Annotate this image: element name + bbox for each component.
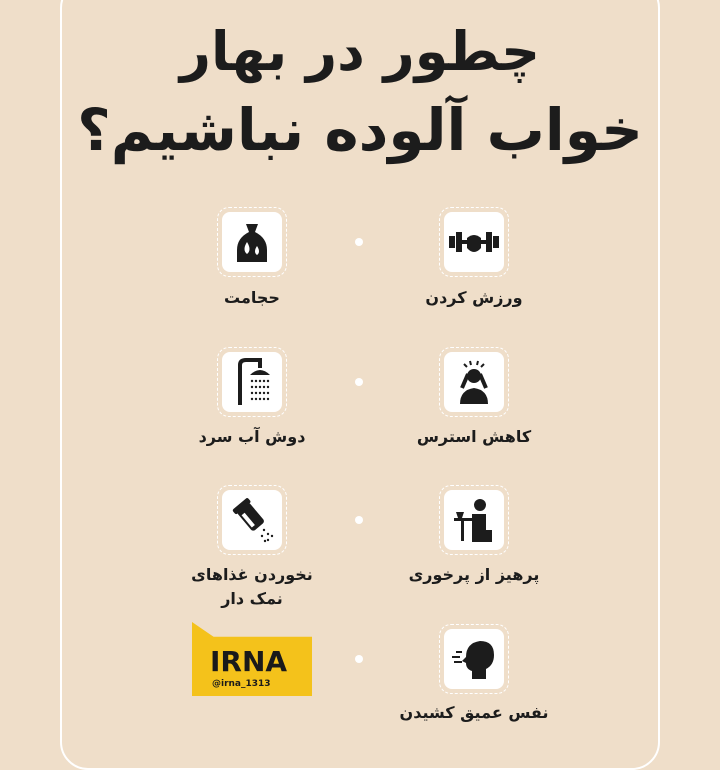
cupping-bag-icon (222, 212, 282, 272)
salt-shaker-icon (222, 490, 282, 550)
eating-person-icon (444, 490, 504, 550)
label-avoid-overeating: پرهیز از پرخوری (408, 565, 540, 584)
dumbbell-icon (444, 212, 504, 272)
shower-icon (222, 352, 282, 412)
label-avoid-salty-food: نخوردن غذاهای نمک دار (191, 565, 313, 608)
divider-dot (355, 238, 363, 246)
irna-logo-text: IRNA (210, 645, 288, 678)
label-cupping: حجامت (224, 288, 280, 307)
label-stress: کاهش استرس (416, 427, 532, 446)
breathing-head-icon (444, 629, 504, 689)
label-cold-shower: دوش آب سرد (198, 427, 306, 446)
title-line-1: چطور در بهار (179, 20, 541, 83)
label-exercise: ورزش کردن (425, 288, 523, 307)
divider-dot (355, 655, 363, 663)
label-deep-breathing: نفس عمیق کشیدن (399, 703, 549, 722)
irna-handle: @irna_1313 (212, 679, 271, 689)
divider-dot (355, 378, 363, 386)
title-line-2: خواب آلوده نباشیم؟ (77, 96, 643, 164)
divider-dot (355, 516, 363, 524)
stress-person-icon (444, 352, 504, 412)
